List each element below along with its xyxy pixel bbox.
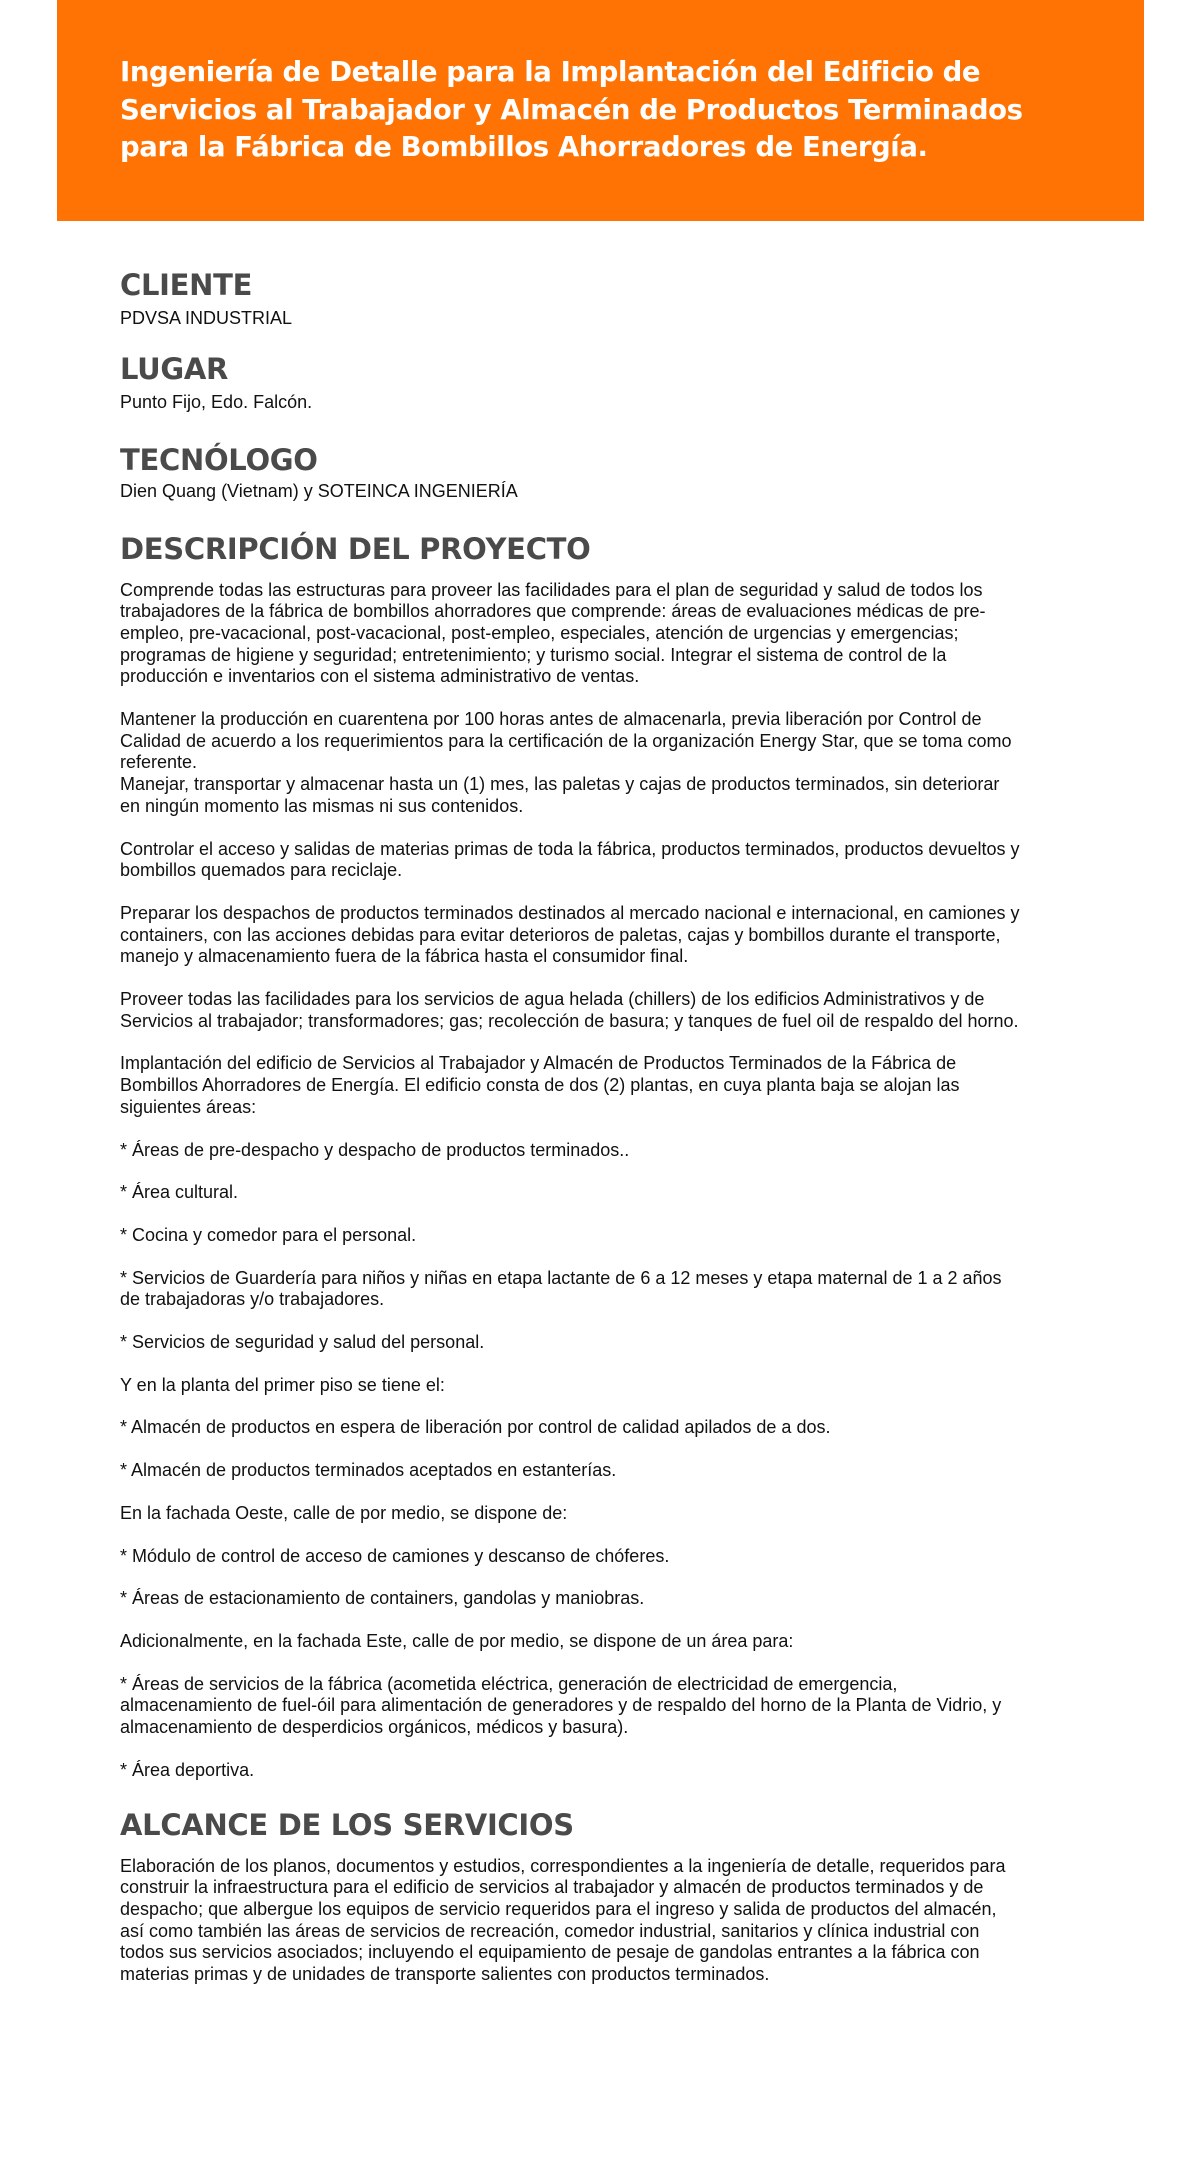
list-item: * Almacén de productos terminados aceptados en estanterías. <box>120 1460 617 1481</box>
list-item: * Área cultural. <box>120 1182 239 1203</box>
cliente-heading: CLIENTE <box>120 268 253 302</box>
list-item: * Áreas de estacionamiento de containers, gandolas y maniobras. <box>120 1588 645 1609</box>
lugar-heading: LUGAR <box>120 351 229 386</box>
lugar-value: Punto Fijo, Edo. Falcón. <box>120 391 313 412</box>
tecnologo-heading: TECNÓLOGO <box>120 443 318 477</box>
project-title: Ingeniería de Detalle para la Implantación del Edificio de Servicios al Trabajador y Almacén de Productos Terminados para la Fábrica de Bombillos Ahorradores de Energía. <box>120 56 1023 163</box>
list-item: * Áreas de pre-despacho y despacho de productos terminados.. <box>120 1139 630 1160</box>
descripcion-paragraph-6: Implantación del edificio de Servicios al Trabajador y Almacén de Productos Terminados de la Fábrica de Bombillos Ahorradores de Energía. El edificio consta de dos (2) plantas, en cuya planta baja se alojan las siguientes áreas: <box>120 1053 960 1117</box>
alcance-heading: ALCANCE DE LOS SERVICIOS <box>120 1807 574 1842</box>
list-item: * Módulo de control de acceso de camiones y descanso de chóferes. <box>120 1545 670 1566</box>
descripcion-paragraph-9: Adicionalmente, en la fachada Este, calle de por medio, se dispone de un área para: <box>120 1631 794 1651</box>
list-item: * Servicios de Guardería para niños y niñas en etapa lactante de 6 a 12 meses y etapa maternal de 1 a 2 años de trabajadoras y/o trabajadores. <box>120 1267 1002 1310</box>
descripcion-paragraph-3: Controlar el acceso y salidas de materias primas de toda la fábrica, productos terminados, productos devueltos y bombillos quemados para reciclaje. <box>120 838 1020 881</box>
descripcion-paragraph-1: Comprende todas las estructuras para proveer las facilidades para el plan de seguridad y salud de todos los trabajadores de la fábrica de bombillos ahorradores que comprende: áreas de evaluaciones médicas de pre-empleo, pre-vacacional, post-vacacional, post-empleo, especiales, atención de urgencias y emergencias; programas de higiene y seguridad; entretenimiento; y turismo social. Integrar el sistema de control de la producción e inventarios con el sistema administrativo de ventas. <box>120 579 986 687</box>
content <box>120 264 1020 1986</box>
alcance-paragraph-1: Elaboración de los planos, documentos y estudios, correspondientes a la ingeniería de detalle, requeridos para construir la infraestructura para el edificio de servicios al trabajador y almacén de productos terminados y de despacho; que albergue los equipos de servicio requeridos para el ingreso y salida de productos del almacén, así como también las áreas de servicios de recreación, comedor industrial, sanitarios y clínica industrial con todos sus servicios asociados; incluyendo el equipamiento de pesaje de gandolas entrantes a la fábrica con materias primas y de unidades de transporte salientes con productos terminados. <box>120 1855 1006 1985</box>
cliente-value: PDVSA INDUSTRIAL <box>120 308 293 328</box>
list-item: * Áreas de servicios de la fábrica (acometida eléctrica, generación de electricidad de emergencia, almacenamiento de fuel-óil para alimentación de generadores y de respaldo del horno de la Planta de Vidrio, y almacenamiento de desperdicios orgánicos, médicos y basura). <box>120 1673 1002 1738</box>
descripcion-paragraph-5: Proveer todas las facilidades para los servicios de agua helada (chillers) de los edificios Administrativos y de Servicios al trabajador; transformadores; gas; recolección de basura; y tanques de fuel oil de respaldo del horno. <box>120 989 1019 1031</box>
list-item: * Almacén de productos en espera de liberación por control de calidad apilados de a dos. <box>120 1417 831 1438</box>
title-banner <box>57 0 1144 221</box>
list-item: * Área deportiva. <box>120 1759 255 1780</box>
descripcion-paragraph-8: En la fachada Oeste, calle de por medio, se dispone de: <box>120 1502 568 1523</box>
descripcion-paragraph-2: Mantener la producción en cuarentena por 100 horas antes de almacenarla, previa liberación por Control de Calidad de acuerdo a los requerimientos para la certificación de la organización Energy Star, que se toma como referente. Manejar, transportar y almacenar hasta un (1) mes, las paletas y cajas de productos terminados, sin deteriorar en ningún momento las mismas ni sus contenidos. <box>120 709 1012 816</box>
tecnologo-value: Dien Quang (Vietnam) y SOTEINCA INGENIERÍA <box>120 481 518 501</box>
list-item: * Cocina y comedor para el personal. <box>120 1224 417 1245</box>
list-item: * Servicios de seguridad y salud del personal. <box>120 1332 485 1353</box>
descripcion-heading: DESCRIPCIÓN DEL PROYECTO <box>120 531 591 566</box>
descripcion-paragraph-7: Y en la planta del primer piso se tiene el: <box>120 1374 445 1395</box>
descripcion-paragraph-4: Preparar los despachos de productos terminados destinados al mercado nacional e internacional, en camiones y containers, con las acciones debidas para evitar deterioros de paletas, cajas y bombillos durante el transporte, manejo y almacenamiento fuera de la fábrica hasta el consumidor final. <box>120 902 1020 967</box>
